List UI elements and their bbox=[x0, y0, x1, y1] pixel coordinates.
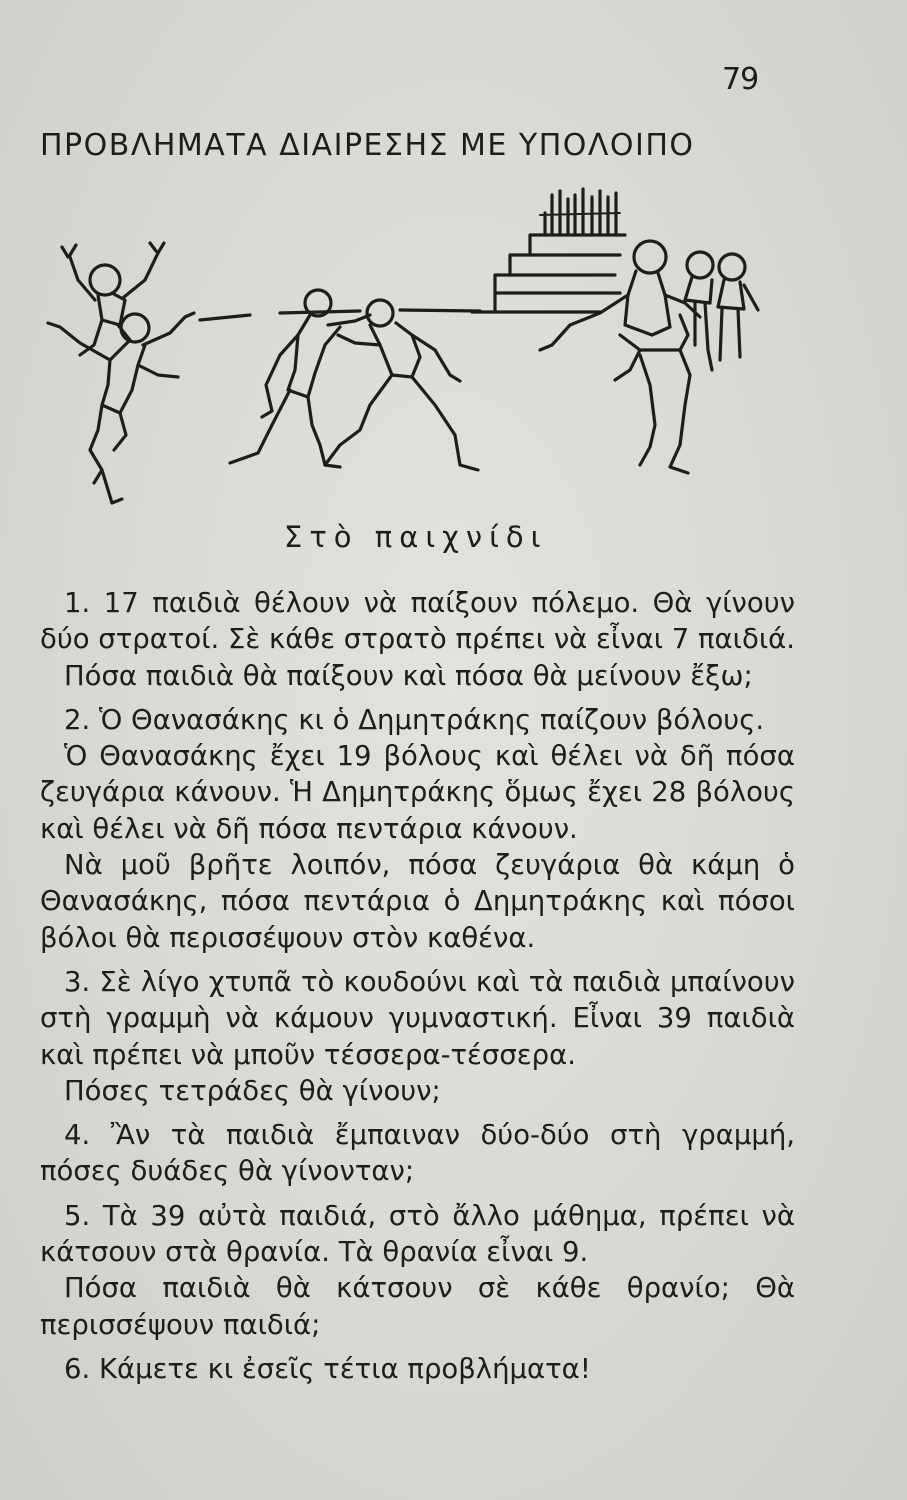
problem-question: Νὰ μοῦ βρῆτε λοιπόν, πόσα ζευγάρια θὰ κάμη ὁ Θανασάκης, πόσα πεντάρια ὁ Δημητράκης καὶ πόσοι βόλοι θὰ περισσέψουν στὸν καθένα. bbox=[40, 849, 795, 954]
problem-paragraph: 2. Ὁ Θανασάκης κι ὁ Δημητράκης παίζουν βόλους. bbox=[64, 703, 765, 736]
problem-question: Πόσες τετράδες θὰ γίνουν; bbox=[64, 1074, 441, 1107]
boxing-boys-drawing bbox=[230, 290, 478, 470]
problem-paragraph: 1. 17 παιδιὰ θέλουν νὰ παίξουν πόλεμο. Θὰ γίνουν δύο στρατοί. Σὲ κάθε στρατὸ πρέπει νὰ εἶναι 7 παιδιά. bbox=[40, 587, 795, 656]
problem-question: Πόσα παιδιὰ θὰ κάτσουν σὲ κάθε θρανίο; Θὰ περισσέψουν παιδιά; bbox=[40, 1272, 795, 1341]
problem-question: Πόσα παιδιὰ θὰ παίξουν καὶ πόσα θὰ μείνουν ἔξω; bbox=[64, 659, 753, 692]
boy-raised-arms-drawing bbox=[62, 243, 164, 355]
problem-paragraph: 3. Σὲ λίγο χτυπᾶ τὸ κουδούνι καὶ τὰ παιδιὰ μπαίνουν στὴ γραμμὴ νὰ κάμουν γυμναστική. Εἶναι 39 παιδιὰ καὶ πρέπει νὰ μποῦν τέσσερα-τέσσερα. bbox=[40, 965, 795, 1071]
stairs-drawing bbox=[472, 189, 625, 312]
problem-2 bbox=[40, 702, 795, 956]
problem-4 bbox=[40, 1117, 795, 1190]
illustration-caption: Στὸ παιχνίδι bbox=[284, 520, 548, 554]
children-playing-illustration bbox=[40, 185, 780, 515]
ground-line bbox=[200, 310, 480, 320]
problem-paragraph: 6. Κάμετε κι ἐσεῖς τέτια προβλήματα! bbox=[64, 1352, 591, 1385]
problem-paragraph: 5. Τὰ 39 αὐτὰ παιδιά, στὸ ἄλλο μάθημα, πρέπει νὰ κάτσουν στὰ θρανία. Τὰ θρανία εἶναι 9. bbox=[40, 1199, 795, 1269]
problem-question: 4. Ἂν τὰ παιδιὰ ἔμπαιναν δύο-δύο στὴ γραμμή, πόσες δυάδες θὰ γίνονταν; bbox=[40, 1119, 795, 1188]
problem-1 bbox=[40, 585, 795, 694]
problem-3 bbox=[40, 964, 795, 1109]
chapter-title: ΠΡΟΒΛΗΜΑΤΑ ΔΙΑΙΡΕΣΗΣ ΜΕ ΥΠΟΛΟΙΠΟ bbox=[40, 128, 695, 163]
problem-5 bbox=[40, 1198, 795, 1343]
page-number: 79 bbox=[722, 62, 759, 97]
problem-paragraph: Ὁ Θανασάκης ἔχει 19 βόλους καὶ θέλει νὰ δῆ πόσα ζευγάρια κάνουν. Ἡ Δημητράκης ὅμως ἔχει 28 βόλους καὶ θέλει νὰ δῆ πόσα πεντάρια κάνουν. bbox=[40, 740, 795, 845]
boy-running-drawing bbox=[48, 313, 194, 503]
problem-6 bbox=[40, 1351, 795, 1387]
problem-list bbox=[40, 585, 795, 1395]
